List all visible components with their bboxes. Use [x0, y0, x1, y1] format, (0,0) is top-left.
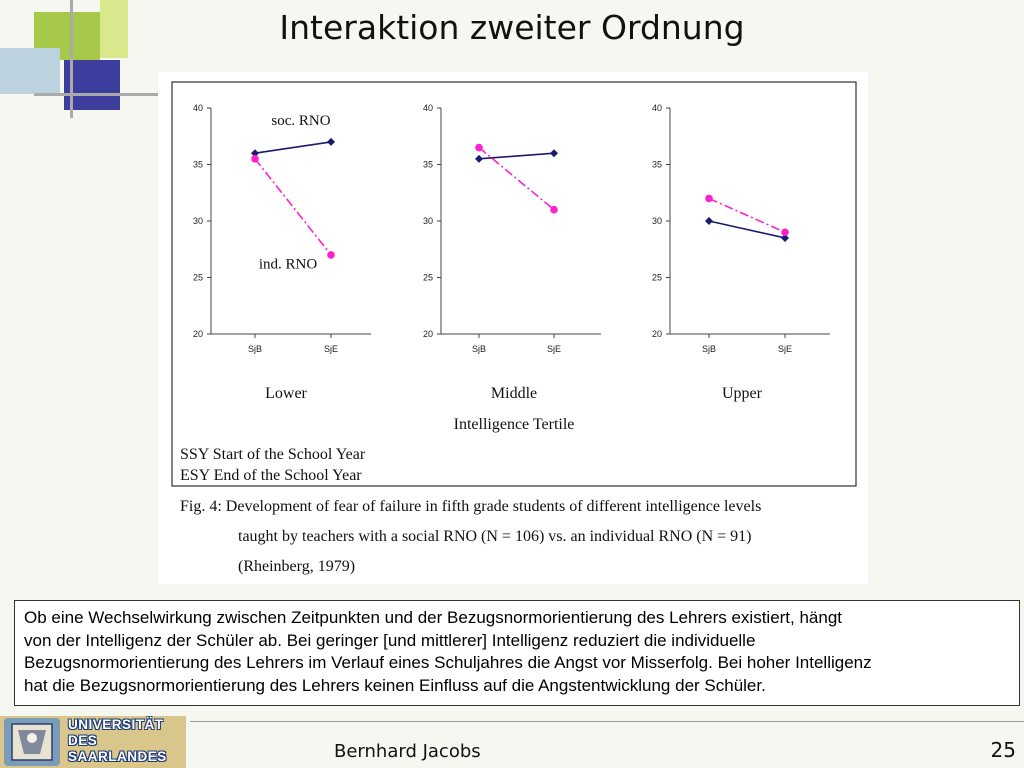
- x-tick-label: SjE: [546, 344, 562, 354]
- body-line-4: hat die Bezugsnormorientierung des Lehrers keinen Einfluss auf die Angstentwicklung der Schüler.: [24, 675, 766, 695]
- series-label: ind. RNO: [258, 256, 318, 273]
- y-tick-label: 35: [192, 159, 203, 170]
- y-tick-label: 25: [192, 272, 203, 283]
- footer-divider: [190, 721, 1024, 722]
- figure-panel: [158, 72, 868, 584]
- y-tick-label: 30: [422, 216, 433, 226]
- y-tick-label: 20: [192, 329, 203, 339]
- x-title: Intelligence Tertile: [453, 416, 575, 433]
- y-tick-label: 20: [422, 329, 433, 339]
- y-tick-label: 40: [422, 103, 433, 113]
- x-tick-label: SjB: [701, 344, 717, 354]
- author-name: Bernhard Jacobs: [334, 741, 481, 762]
- figure-svg: [158, 72, 868, 584]
- body-line-2: von der Intelligenz der Schüler ab. Bei geringer [und mittlerer] Intelligenz reduziert die individuelle: [24, 630, 756, 650]
- page-number: 25: [990, 738, 1016, 762]
- y-tick-label: 25: [422, 272, 433, 283]
- university-logo: [0, 716, 186, 768]
- x-tick-label: SjB: [471, 344, 487, 354]
- y-tick-label: 35: [651, 159, 662, 170]
- legend-note-ssy: SSY Start of the School Year: [180, 446, 366, 463]
- panel-label: Middle: [490, 385, 538, 402]
- y-tick-label: 40: [192, 103, 203, 113]
- caption-line-3: (Rheinberg, 1979): [238, 558, 356, 575]
- data-point: [705, 195, 713, 203]
- x-tick-label: SjE: [323, 344, 339, 354]
- body-line-1: Ob eine Wechselwirkung zwischen Zeitpunkten und der Bezugsnormorientierung des Lehrers existiert, hängt: [24, 608, 843, 627]
- data-point: [251, 155, 259, 163]
- legend-note-esy: ESY End of the School Year: [180, 467, 362, 484]
- data-point: [550, 206, 558, 214]
- y-tick-label: 35: [422, 159, 433, 170]
- x-tick-label: SjE: [777, 344, 793, 354]
- y-tick-label: 20: [651, 329, 662, 339]
- body-text-box: [14, 600, 1020, 706]
- y-tick-label: 40: [651, 103, 662, 113]
- caption-line-1: Fig. 4: Development of fear of failure in fifth grade students of different intelligence levels: [180, 498, 762, 515]
- y-tick-label: 25: [651, 272, 662, 283]
- data-point: [327, 251, 335, 259]
- data-point: [781, 229, 789, 237]
- y-tick-label: 30: [192, 216, 203, 226]
- y-tick-label: 30: [651, 216, 662, 226]
- panel-label: Upper: [722, 385, 762, 402]
- panel-label: Lower: [265, 385, 307, 402]
- body-line-3: Bezugsnormorientierung des Lehrers im Verlauf eines Schuljahres die Angst vor Misserfolg. Bei hoher Intelligenz: [24, 653, 872, 672]
- caption-line-2: taught by teachers with a social RNO (N = 106) vs. an individual RNO (N = 91): [238, 528, 752, 545]
- data-point: [475, 144, 483, 152]
- university-name: UNIVERSITÄT DES SAARLANDES: [68, 717, 167, 764]
- series-label: soc. RNO: [271, 112, 331, 129]
- crest-icon: [4, 718, 60, 766]
- slide-title: Interaktion zweiter Ordnung: [279, 8, 745, 47]
- x-tick-label: SjB: [247, 344, 263, 354]
